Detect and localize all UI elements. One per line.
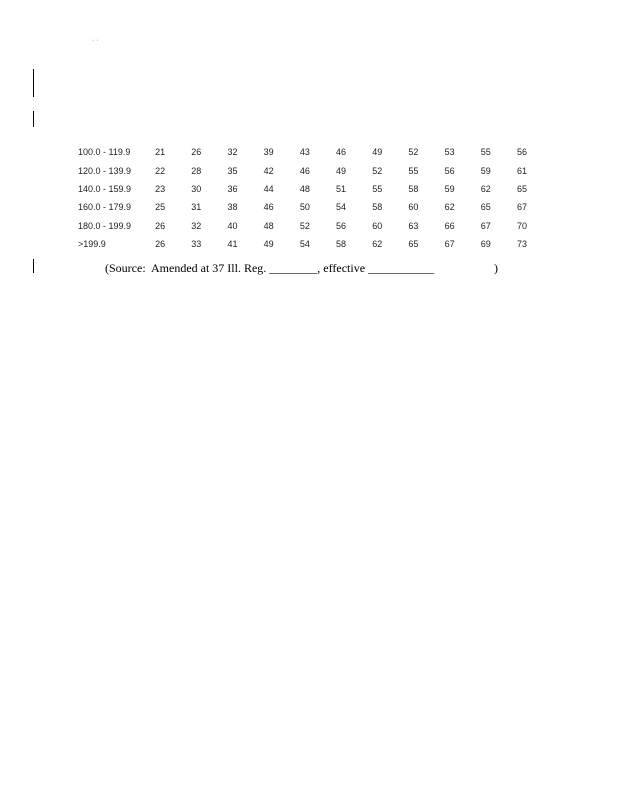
value-cell: 73 — [516, 239, 527, 250]
range-cell: 100.0 - 119.9 — [78, 147, 131, 158]
value-cell: 48 — [263, 220, 274, 231]
value-cell: 67 — [480, 220, 491, 231]
table-row — [78, 198, 540, 216]
value-cell: 40 — [227, 220, 238, 231]
value-cell: 54 — [336, 202, 347, 213]
value-cell: 67 — [516, 202, 527, 213]
range-cell: 160.0 - 179.9 — [78, 202, 132, 213]
value-cell: 32 — [227, 147, 238, 158]
value-cell: 26 — [155, 220, 166, 231]
header-marker: · · — [92, 37, 99, 44]
value-cell: 55 — [372, 183, 383, 194]
value-cell: 44 — [263, 183, 274, 194]
value-cell: 53 — [444, 147, 455, 158]
value-cell: 65 — [408, 239, 419, 250]
value-cell: 52 — [408, 147, 419, 158]
value-cell: 26 — [191, 147, 202, 158]
value-cell: 49 — [263, 239, 274, 250]
value-cell: 46 — [299, 165, 310, 176]
table-row — [78, 217, 540, 235]
value-cell: 43 — [299, 147, 310, 158]
range-cell: 120.0 - 139.9 — [78, 165, 132, 176]
value-cell: 52 — [372, 165, 383, 176]
value-cell: 62 — [444, 202, 455, 213]
source-note: (Source: Amended at 37 Ill. Reg. ________, effective ___________ ) — [105, 261, 499, 275]
change-bar-2 — [33, 111, 34, 127]
value-cell: 60 — [372, 220, 383, 231]
value-cell: 58 — [372, 202, 383, 213]
value-cell: 56 — [336, 220, 347, 231]
value-cell: 59 — [480, 165, 491, 176]
range-cell: 180.0 - 199.9 — [78, 220, 132, 231]
range-cell: 140.0 - 159.9 — [78, 183, 132, 194]
value-cell: 21 — [155, 147, 166, 158]
value-cell: 28 — [191, 165, 202, 176]
value-cell: 56 — [516, 147, 527, 158]
value-cell: 30 — [191, 183, 202, 194]
value-cell: 36 — [227, 183, 238, 194]
value-cell: 49 — [372, 147, 383, 158]
value-cell: 50 — [299, 202, 310, 213]
value-cell: 35 — [227, 165, 238, 176]
value-cell: 48 — [299, 183, 310, 194]
table-row — [78, 235, 540, 253]
value-cell: 63 — [408, 220, 419, 231]
value-cell: 67 — [444, 239, 455, 250]
value-cell: 51 — [336, 183, 347, 194]
value-cell: 55 — [480, 147, 491, 158]
value-cell: 58 — [408, 183, 419, 194]
value-cell: 62 — [372, 239, 383, 250]
value-cell: 46 — [336, 147, 347, 158]
value-cell: 42 — [263, 165, 274, 176]
value-cell: 33 — [191, 239, 202, 250]
value-cell: 23 — [155, 183, 166, 194]
value-cell: 56 — [444, 165, 455, 176]
change-bar-1 — [33, 69, 34, 97]
value-cell: 61 — [516, 165, 527, 176]
value-cell: 69 — [480, 239, 491, 250]
value-cell: 55 — [408, 165, 419, 176]
change-bar-3 — [33, 259, 34, 273]
value-cell: 26 — [155, 239, 166, 250]
value-cell: 46 — [263, 202, 274, 213]
table-row — [78, 180, 540, 198]
value-cell: 65 — [480, 202, 491, 213]
value-cell: 65 — [516, 183, 527, 194]
value-cell: 39 — [263, 147, 274, 158]
value-cell: 52 — [299, 220, 310, 231]
value-cell: 54 — [299, 239, 310, 250]
value-cell: 62 — [480, 183, 491, 194]
value-cell: 49 — [336, 165, 347, 176]
value-cell: 38 — [227, 202, 238, 213]
range-cell: >199.9 — [78, 239, 106, 250]
value-cell: 66 — [444, 220, 455, 231]
data-table — [78, 143, 540, 253]
value-cell: 32 — [191, 220, 202, 231]
value-cell: 22 — [155, 165, 166, 176]
value-cell: 70 — [516, 220, 527, 231]
value-cell: 59 — [444, 183, 455, 194]
value-cell: 60 — [408, 202, 419, 213]
value-cell: 31 — [191, 202, 202, 213]
table-row — [78, 143, 540, 161]
table-row — [78, 161, 540, 179]
value-cell: 41 — [227, 239, 238, 250]
value-cell: 58 — [336, 239, 347, 250]
value-cell: 25 — [155, 202, 166, 213]
